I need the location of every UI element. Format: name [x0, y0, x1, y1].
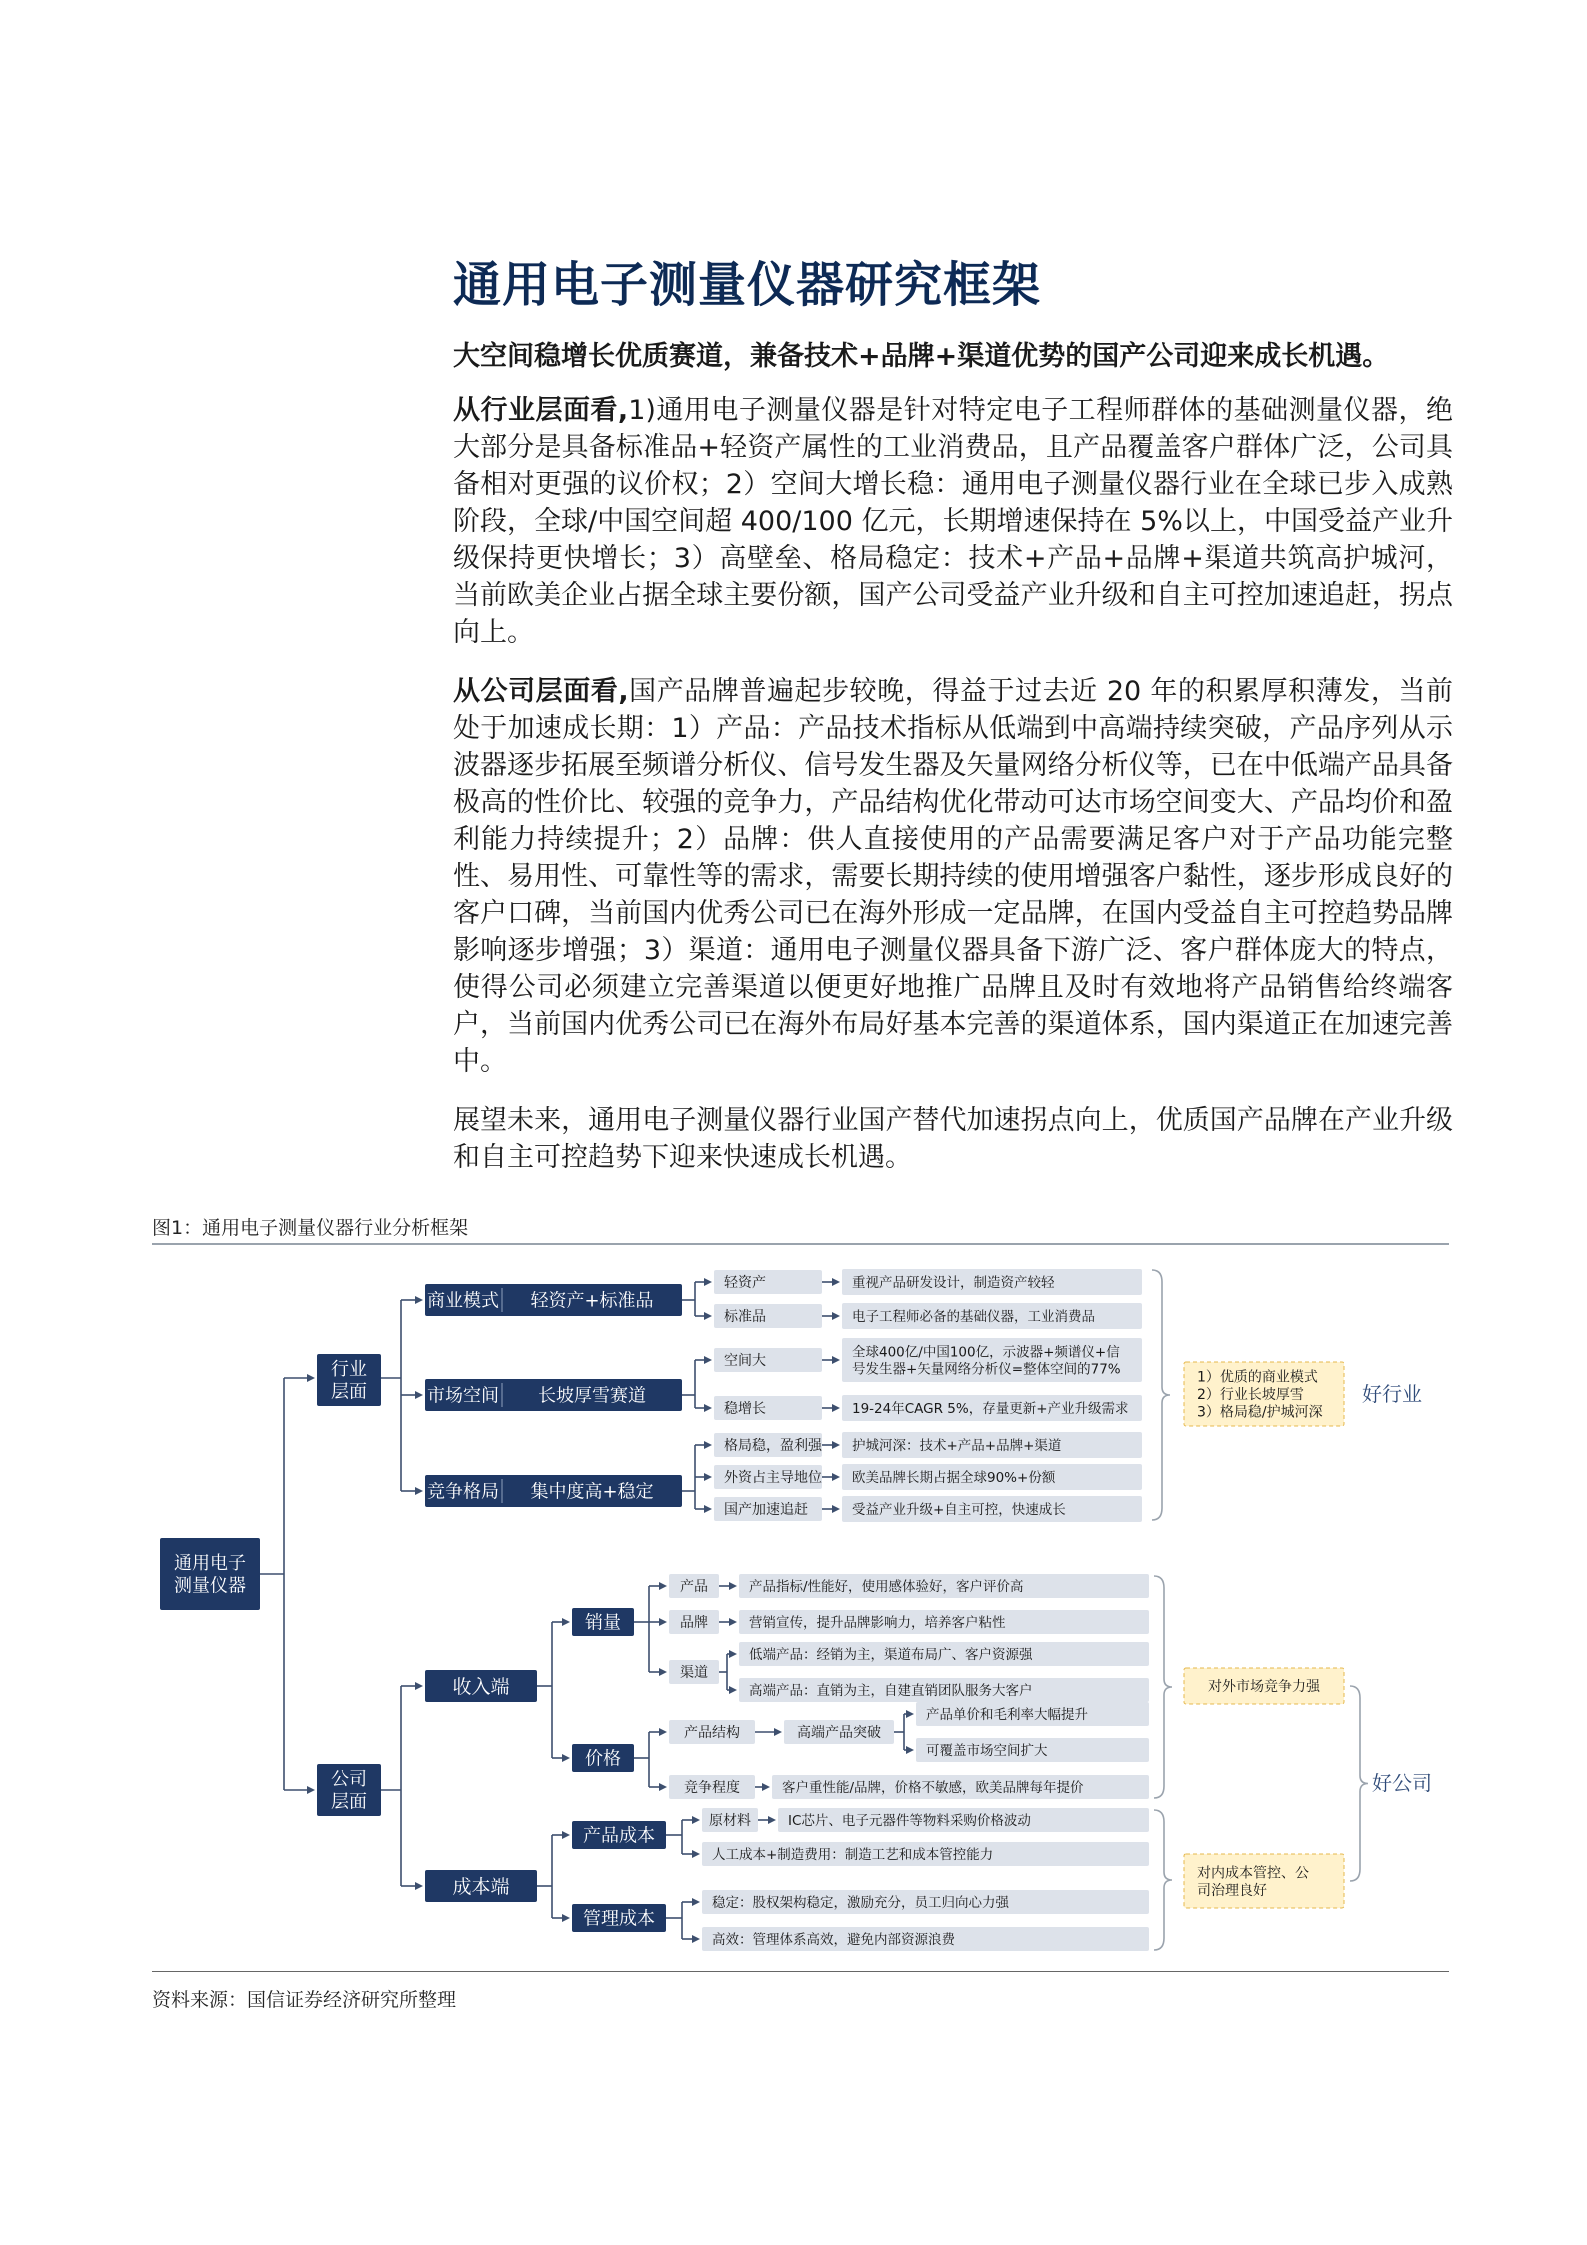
paragraph-company — [453, 673, 1453, 1080]
industry-branch-sub: 轻资产+标准品 — [530, 1290, 654, 1312]
product-cost-box-label: 产品成本 — [583, 1825, 655, 1847]
channel-item-label: 高端产品：直销为主，自建直销团队服务大客户 — [749, 1682, 1033, 1699]
arrow-company-head — [307, 1786, 315, 1794]
industry-label: 好行业 — [1362, 1382, 1422, 1407]
arrow-item-head — [704, 1473, 712, 1481]
arrow-labor-head — [692, 1850, 700, 1858]
paragraph-industry — [453, 392, 1453, 651]
market-brace — [1154, 1576, 1172, 1798]
arrow-high-end-head — [774, 1728, 782, 1736]
paragraph-text: 1)通用电子测量仪器是针对特定电子工程师群体的基础测量仪器，绝大部分是具备标准品+轻资产属性的工业消费品，且产品覆盖客户群体广泛，公司具备相对更强的议价权；2）空间大增长稳：通用电子测量仪器行业在全球已步入成熟阶段，全球/中国空间超 400/100 亿元，长期增速保持在 5%以上，中国受益产业升级保持更快增长；3）高壁垒、格局稳定：技术+产品+品牌+渠道共筑高护城河，当前欧美企业占据全球主要份额，国产公司受益产业升级和自主可控加速追赶，拐点向上。 — [453, 395, 1453, 648]
arrow-material-head — [692, 1816, 700, 1824]
arrow-item-head — [704, 1505, 712, 1513]
industry-item-key-label: 标准品 — [724, 1309, 766, 1326]
material-desc-label: IC芯片、电子元器件等物料采购价格波动 — [788, 1812, 1031, 1829]
root-box-label: 通用电子测量仪器 — [174, 1553, 246, 1597]
labor-desc-label: 人工成本+制造费用：制造工艺和成本管控能力 — [712, 1846, 994, 1863]
volume-item-desc-label: 营销宣传，提升品牌影响力，培养客户粘性 — [749, 1614, 1006, 1631]
arrow-mgmt-cost-head — [562, 1914, 570, 1922]
arrow-volume-head — [562, 1618, 570, 1626]
mgmt-cost-box-label: 管理成本 — [583, 1908, 655, 1930]
arrow-item-head — [704, 1404, 712, 1412]
company-label: 好公司 — [1372, 1771, 1432, 1796]
industry-item-key-label: 格局稳，盈利强 — [724, 1438, 822, 1455]
volume-item-key-label: 品牌 — [680, 1615, 708, 1632]
industry-branch-sub: 长坡厚雪赛道 — [538, 1385, 646, 1407]
competition-box-label: 竞争程度 — [684, 1780, 740, 1797]
arrow-volume-desc-head — [729, 1582, 737, 1590]
arrow-item-head — [704, 1278, 712, 1286]
source-note: 资料来源：国信证券经济研究所整理 — [152, 1989, 457, 2011]
market-summary: 对外市场竞争力强 — [1208, 1679, 1320, 1696]
industry-item-key-label: 国产加速追赶 — [724, 1502, 808, 1519]
channel-item-label: 低端产品：经销为主，渠道布局广、客户资源强 — [749, 1646, 1033, 1663]
material-box-label: 原材料 — [709, 1813, 751, 1830]
paragraph-heading: 从公司层面看, — [453, 676, 629, 707]
volume-box-label: 销量 — [585, 1612, 621, 1634]
figure-bottom-rule — [152, 1971, 1449, 1972]
industry-item-key-label: 外资占主导地位 — [724, 1470, 822, 1487]
industry-box-label: 行业层面 — [331, 1359, 367, 1403]
page-title: 通用电子测量仪器研究框架 — [453, 257, 1042, 313]
competition-desc-label: 客户重性能/品牌，价格不敏感，欧美品牌每年提价 — [782, 1779, 1084, 1796]
channel-box-label: 渠道 — [680, 1665, 708, 1682]
cost-brace — [1154, 1810, 1172, 1950]
arrow-competition-head — [659, 1783, 667, 1791]
industry-brace — [1152, 1270, 1170, 1520]
arrow-desc-head — [832, 1356, 840, 1364]
arrow-volume-item-head — [659, 1582, 667, 1590]
revenue-box-label: 收入端 — [452, 1675, 510, 1698]
industry-item-key-label: 稳增长 — [724, 1401, 766, 1418]
industry-item-desc-label: 重视产品研发设计，制造资产较轻 — [852, 1274, 1055, 1291]
industry-item-desc-label: 全球400亿/中国100亿，示波器+频谱仪+信号发生器+矢量网络分析仪=整体空间的77% — [852, 1344, 1121, 1378]
industry-item-desc-label: 护城河深：技术+产品+品牌+渠道 — [852, 1437, 1062, 1454]
arrow-desc-head — [832, 1278, 840, 1286]
arrow-industry-head — [307, 1374, 315, 1382]
arrow-item-head — [704, 1441, 712, 1449]
paragraph-heading: 从行业层面看, — [453, 395, 629, 426]
high-end-box-label: 高端产品突破 — [797, 1725, 881, 1742]
framework-diagram — [152, 1250, 1449, 1965]
arrow-volume-desc-head — [729, 1618, 737, 1626]
arrow-channel-item-head — [729, 1650, 737, 1658]
arrow-item-head — [704, 1356, 712, 1364]
arrow-high-end-item-head — [906, 1710, 914, 1718]
arrow-material-desc-head — [768, 1816, 776, 1824]
arrow-mgmt-item-head — [692, 1898, 700, 1906]
paragraph-text: 国产品牌普遍起步较晚，得益于过去近 20 年的积累厚积薄发，当前处于加速成长期：1）产品：产品技术指标从低端到中高端持续突破，产品序列从示波器逐步拓展至频谱分析仪、信号发生器及矢量网络分析仪等，已在中低端产品具备极高的性价比、较强的竞争力，产品结构优化带动可达市场空间变大、产品均价和盈利能力持续提升；2）品牌：供人直接使用的产品需要满足客户对于产品功能完整性、易用性、可靠性等的需求，需要长期持续的使用增强客户黏性，逐步形成良好的客户口碑，当前国内优秀公司已在海外形成一定品牌，在国内受益自主可控趋势品牌影响逐步增强；3）渠道：通用电子测量仪器具备下游广泛、客户群体庞大的特点，使得公司必须建立完善渠道以便更好地推广品牌且及时有效地将产品销售给终端客户，当前国内优秀公司已在海外布局好基本完善的渠道体系，国内渠道正在加速完善中。 — [453, 676, 1453, 1077]
mgmt-item-label: 高效：管理体系高效，避免内部资源浪费 — [712, 1931, 955, 1948]
industry-branch-name: 市场空间 — [427, 1385, 499, 1407]
industry-branch-name: 商业模式 — [427, 1290, 499, 1312]
industry-item-key-label: 轻资产 — [724, 1275, 766, 1292]
arrow-structure-head — [659, 1728, 667, 1736]
high-end-item-label: 可覆盖市场空间扩大 — [926, 1742, 1048, 1759]
arrow-competition-desc-head — [762, 1783, 770, 1791]
arrow-mgmt-item-head — [692, 1935, 700, 1943]
arrow-cost-head — [415, 1882, 423, 1890]
industry-item-desc-label: 受益产业升级+自主可控，快速成长 — [852, 1501, 1066, 1518]
arrow-item-head — [704, 1312, 712, 1320]
industry-branch-name: 竞争格局 — [427, 1481, 499, 1503]
company-brace — [1350, 1686, 1368, 1881]
arrow-revenue-head — [415, 1682, 423, 1690]
arrow-channel-head — [659, 1668, 667, 1676]
price-box-label: 价格 — [585, 1748, 621, 1770]
mgmt-item-label: 稳定：股权架构稳定，激励充分，员工归向心力强 — [712, 1894, 1009, 1911]
industry-branch-sub: 集中度高+稳定 — [530, 1481, 654, 1503]
arrow-desc-head — [832, 1404, 840, 1412]
cost-box-label: 成本端 — [452, 1875, 510, 1898]
arrow-desc-head — [832, 1473, 840, 1481]
industry-item-desc-label: 19-24年CAGR 5%，存量更新+产业升级需求 — [852, 1400, 1129, 1417]
arrow-branch-2-head — [415, 1487, 423, 1495]
lead-sentence: 大空间稳增长优质赛道，兼备技术+品牌+渠道优势的国产公司迎来成长机遇。 — [453, 341, 1390, 372]
arrow-desc-head — [832, 1441, 840, 1449]
volume-item-desc-label: 产品指标/性能好，使用感体验好，客户评价高 — [749, 1578, 1024, 1595]
company-box-label: 公司层面 — [331, 1769, 367, 1813]
arrow-branch-0-head — [415, 1296, 423, 1304]
industry-item-key-label: 空间大 — [724, 1353, 766, 1370]
paragraph-outlook: 展望未来，通用电子测量仪器行业国产替代加速拐点向上，优质国产品牌在产业升级和自主可控趋势下迎来快速成长机遇。 — [453, 1105, 1453, 1173]
industry-summary: 1）优质的商业模式 2）行业长坡厚雪 3）格局稳/护城河深 — [1197, 1369, 1323, 1421]
cost-summary: 对内成本管控、公司治理良好 — [1197, 1865, 1309, 1899]
figure-top-rule — [152, 1243, 1449, 1245]
industry-item-desc-label: 欧美品牌长期占据全球90%+份额 — [852, 1469, 1056, 1486]
industry-item-desc-label: 电子工程师必备的基础仪器，工业消费品 — [852, 1308, 1095, 1325]
product-structure-box-label: 产品结构 — [684, 1725, 740, 1742]
arrow-desc-head — [832, 1312, 840, 1320]
high-end-item-label: 产品单价和毛利率大幅提升 — [926, 1706, 1088, 1723]
arrow-channel-item-head — [729, 1686, 737, 1694]
arrow-high-end-item-head — [906, 1746, 914, 1754]
figure-caption: 图1：通用电子测量仪器行业分析框架 — [152, 1217, 469, 1239]
arrow-desc-head — [832, 1505, 840, 1513]
arrow-branch-1-head — [415, 1391, 423, 1399]
arrow-volume-item-head — [659, 1618, 667, 1626]
arrow-product-cost-head — [562, 1831, 570, 1839]
volume-item-key-label: 产品 — [680, 1579, 708, 1596]
arrow-price-head — [562, 1754, 570, 1762]
